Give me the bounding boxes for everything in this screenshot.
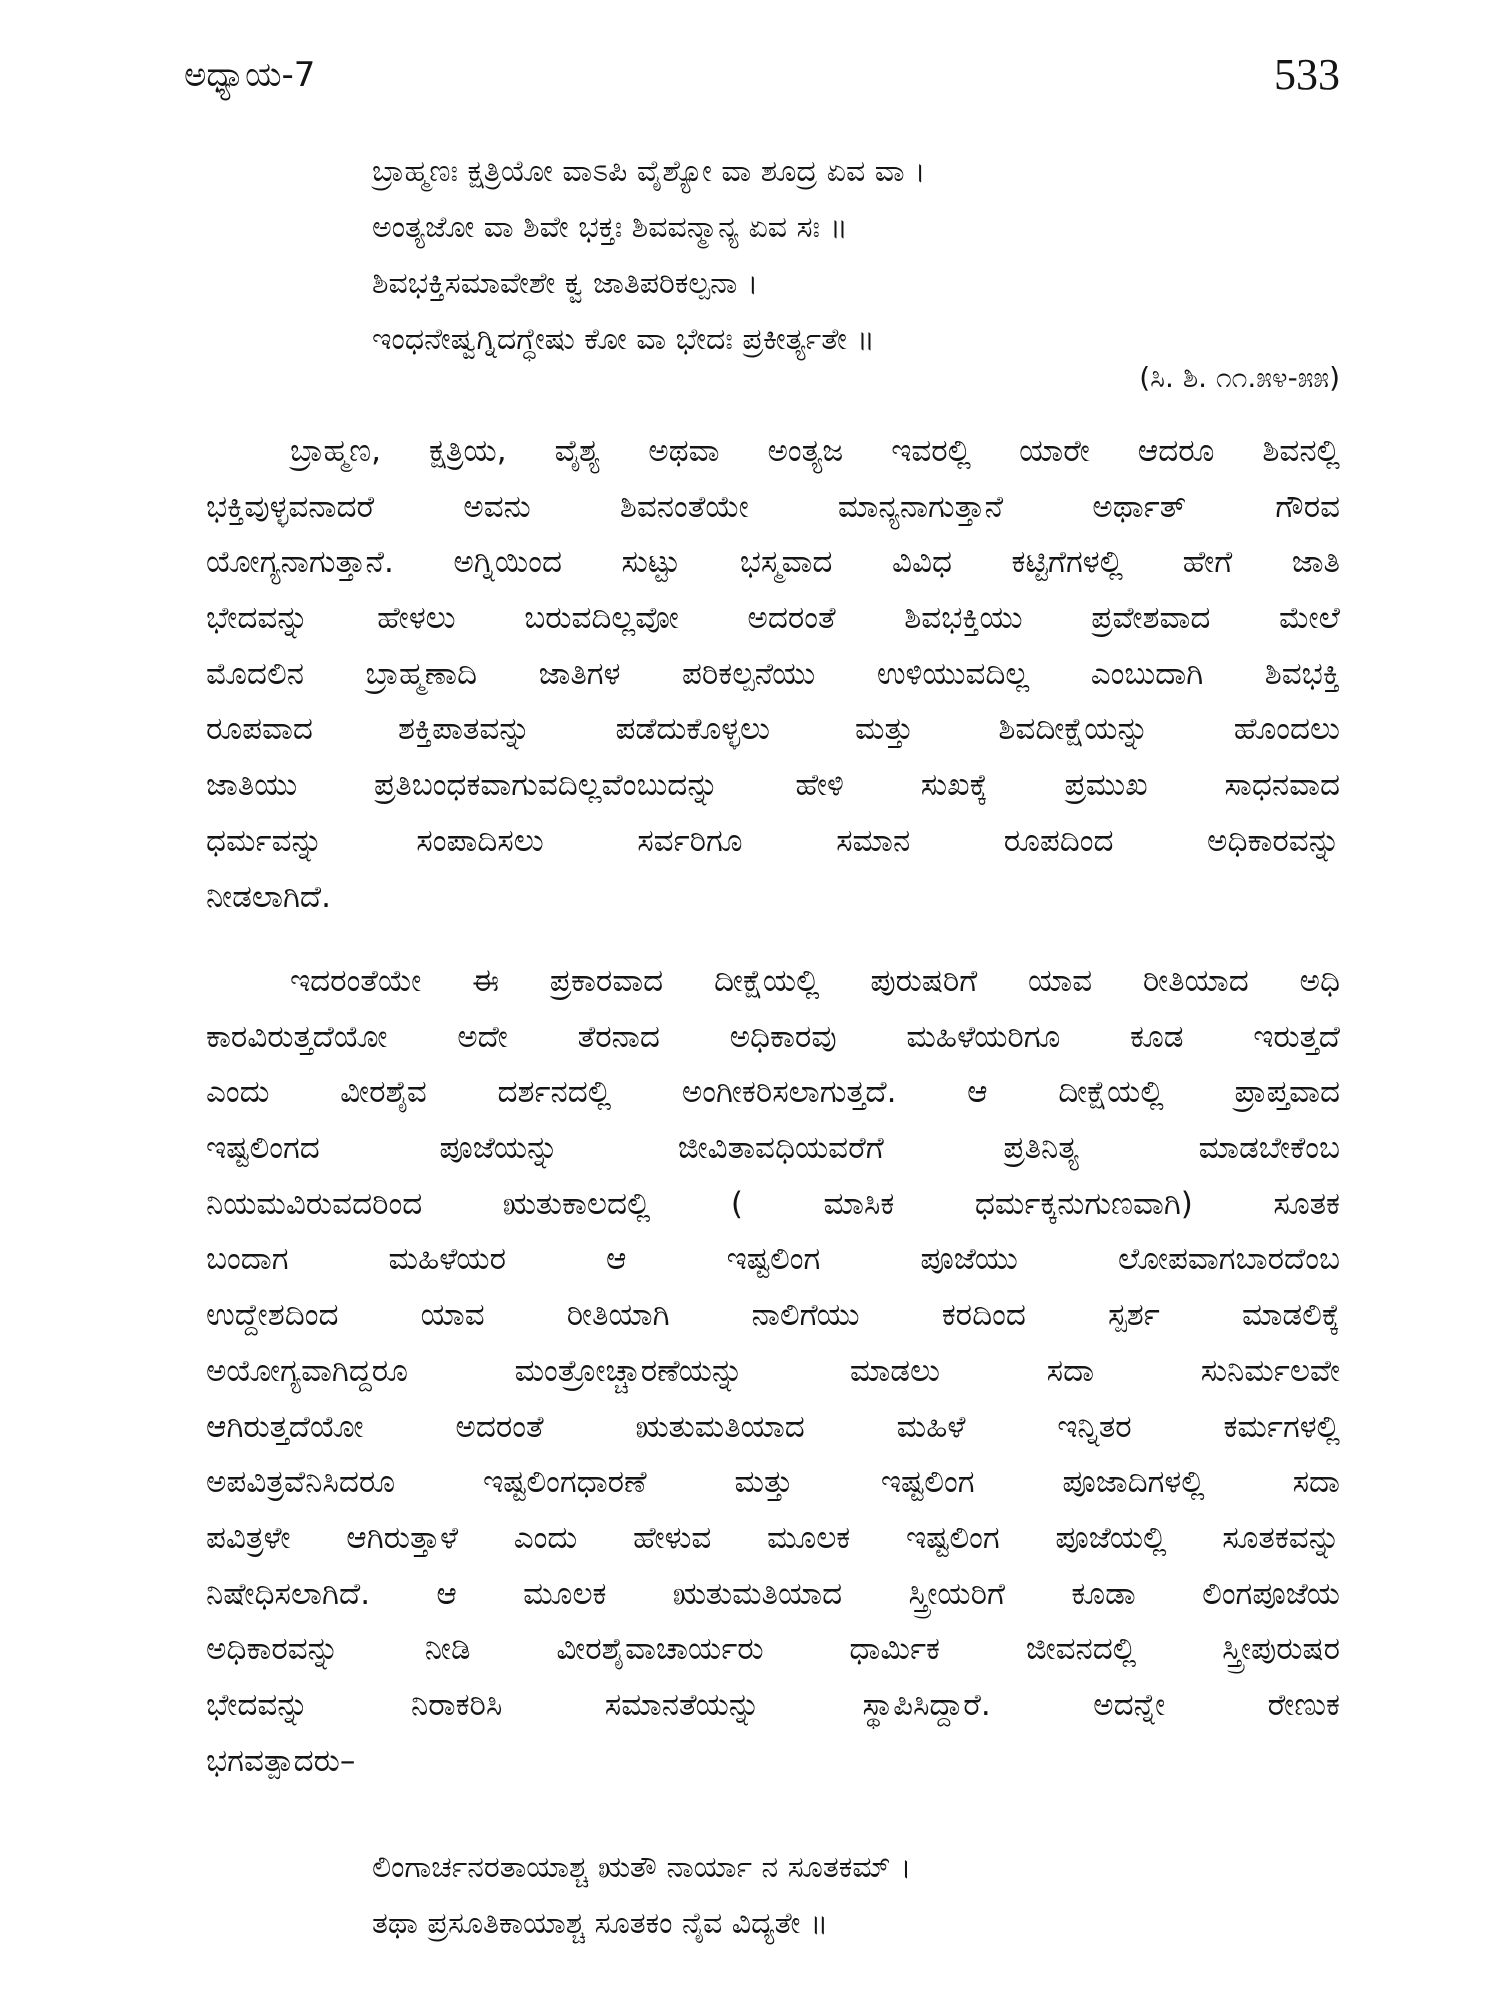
verse-line: ಅಂತ್ಯಜೋ ವಾ ಶಿವೇ ಭಕ್ತಃ ಶಿವವನ್ಮಾನ್ಯ ಏವ ಸಃ ॥ xyxy=(372,210,848,245)
paragraph-line: ಪವಿತ್ರಳೇ ಆಗಿರುತ್ತಾಳೆ ಎಂದು ಹೇಳುವ ಮೂಲಕ ಇಷ್ಟಲಿಂಗ ಪೂಜೆಯಲ್ಲಿ ಸೂತಕವನ್ನು xyxy=(206,1519,1340,1556)
paragraph-line: ಆಗಿರುತ್ತದೆಯೋ ಅದರಂತೆ ಋತುಮತಿಯಾದ ಮಹಿಳೆ ಇನ್ನಿತರ ಕರ್ಮಗಳಲ್ಲಿ xyxy=(206,1408,1340,1445)
paragraph-line: ಯೋಗ್ಯನಾಗುತ್ತಾನೆ. ಅಗ್ನಿಯಿಂದ ಸುಟ್ಟು ಭಸ್ಮವಾದ ವಿವಿಧ ಕಟ್ಟಿಗೆಗಳಲ್ಲಿ ಹೇಗೆ ಜಾತಿ xyxy=(206,544,1340,581)
verse-line: ಶಿವಭಕ್ತಿಸಮಾವೇಶೇ ಕ್ವ ಜಾತಿಪರಿಕಲ್ಪನಾ । xyxy=(372,266,759,301)
paragraph-line: ನಿಷೇಧಿಸಲಾಗಿದೆ. ಆ ಮೂಲಕ ಋತುಮತಿಯಾದ ಸ್ತ್ರೀಯರಿಗೆ ಕೂಡಾ ಲಿಂಗಪೂಜೆಯ xyxy=(206,1575,1340,1612)
sanskrit-verse-top xyxy=(372,144,926,368)
paragraph-line: ಕಾರವಿರುತ್ತದೆಯೋ ಅದೇ ತೆರನಾದ ಅಧಿಕಾರವು ಮಹಿಳೆಯರಿಗೂ ಕೂಡ ಇರುತ್ತದೆ xyxy=(206,1018,1340,1055)
paragraph-line: ಎಂದು ವೀರಶೈವ ದರ್ಶನದಲ್ಲಿ ಅಂಗೀಕರಿಸಲಾಗುತ್ತದೆ. ಆ ದೀಕ್ಷೆಯಲ್ಲಿ ಪ್ರಾಪ್ತವಾದ xyxy=(206,1074,1340,1111)
paragraph-line: ನಿಯಮವಿರುವದರಿಂದ ಋತುಕಾಲದಲ್ಲಿ ( ಮಾಸಿಕ ಧರ್ಮಕ್ಕನುಗುಣವಾಗಿ) ಸೂತಕ xyxy=(206,1185,1340,1222)
paragraph-line: ಮೊದಲಿನ ಬ್ರಾಹ್ಮಣಾದಿ ಜಾತಿಗಳ ಪರಿಕಲ್ಪನೆಯು ಉಳಿಯುವದಿಲ್ಲ ಎಂಬುದಾಗಿ ಶಿವಭಕ್ತಿ xyxy=(206,655,1340,692)
paragraph-line: ಭೇದವನ್ನು ಹೇಳಲು ಬರುವದಿಲ್ಲವೋ ಅದರಂತೆ ಶಿವಭಕ್ತಿಯು ಪ್ರವೇಶವಾದ ಮೇಲೆ xyxy=(206,600,1340,637)
paragraph-line: ನೀಡಲಾಗಿದೆ. xyxy=(206,878,332,915)
paragraph-line: ಅಪವಿತ್ರವೆನಿಸಿದರೂ ಇಷ್ಟಲಿಂಗಧಾರಣೆ ಮತ್ತು ಇಷ್ಟಲಿಂಗ ಪೂಜಾದಿಗಳಲ್ಲಿ ಸದಾ xyxy=(206,1464,1340,1501)
page-number: 533 xyxy=(1274,50,1340,99)
verse-citation: (ಸಿ. ಶಿ. ೧೧.೫೪-೫೫) xyxy=(1139,361,1340,394)
paragraph-2 xyxy=(206,954,1340,1789)
verse-line: ಲಿಂಗಾರ್ಚನರತಾಯಾಶ್ಚ ಋತೌ ನಾರ್ಯಾ ನ ಸೂತಕಮ್ । xyxy=(372,1850,912,1885)
sanskrit-verse-bottom xyxy=(372,1840,911,1952)
paragraph-line: ಭಕ್ತಿವುಳ್ಳವನಾದರೆ ಅವನು ಶಿವನಂತೆಯೇ ಮಾನ್ಯನಾಗುತ್ತಾನೆ ಅರ್ಥಾತ್ ಗೌರವ xyxy=(206,488,1340,525)
chapter-heading: ಅಧ್ಯಾಯ-7 xyxy=(184,55,316,95)
verse-line: ಇಂಧನೇಷ್ವಗ್ನಿದಗ್ಧೇಷು ಕೋ ವಾ ಭೇದಃ ಪ್ರಕೀರ್ತ್ಯತೇ ॥ xyxy=(372,322,875,357)
paragraph-line: ಬ್ರಾಹ್ಮಣ, ಕ್ಷತ್ರಿಯ, ವೈಶ್ಯ ಅಥವಾ ಅಂತ್ಯಜ ಇವರಲ್ಲಿ ಯಾರೇ ಆದರೂ ಶಿವನಲ್ಲಿ xyxy=(290,433,1340,469)
paragraph-line: ಅಯೋಗ್ಯವಾಗಿದ್ದರೂ ಮಂತ್ರೋಚ್ಚಾರಣೆಯನ್ನು ಮಾಡಲು ಸದಾ ಸುನಿರ್ಮಲವೇ xyxy=(206,1352,1340,1389)
paragraph-line: ಉದ್ದೇಶದಿಂದ ಯಾವ ರೀತಿಯಾಗಿ ನಾಲಿಗೆಯು ಕರದಿಂದ ಸ್ಪರ್ಶ ಮಾಡಲಿಕ್ಕೆ xyxy=(206,1297,1340,1334)
paragraph-line: ಬಂದಾಗ ಮಹಿಳೆಯರ ಆ ಇಷ್ಟಲಿಂಗ ಪೂಜೆಯು ಲೋಪವಾಗಬಾರದೆಂಬ xyxy=(206,1241,1340,1278)
paragraph-line: ಇದರಂತೆಯೇ ಈ ಪ್ರಕಾರವಾದ ದೀಕ್ಷೆಯಲ್ಲಿ ಪುರುಷರಿಗೆ ಯಾವ ರೀತಿಯಾದ ಅಧಿ xyxy=(290,963,1340,999)
paragraph-line: ರೂಪವಾದ ಶಕ್ತಿಪಾತವನ್ನು ಪಡೆದುಕೊಳ್ಳಲು ಮತ್ತು ಶಿವದೀಕ್ಷೆಯನ್ನು ಹೊಂದಲು xyxy=(206,711,1340,748)
paragraph-line: ಇಷ್ಟಲಿಂಗದ ಪೂಜೆಯನ್ನು ಜೀವಿತಾವಧಿಯವರೆಗೆ ಪ್ರತಿನಿತ್ಯ ಮಾಡಬೇಕೆಂಬ xyxy=(206,1130,1340,1167)
verse-line: ತಥಾ ಪ್ರಸೂತಿಕಾಯಾಶ್ಚ ಸೂತಕಂ ನೈವ ವಿದ್ಯತೇ ॥ xyxy=(372,1906,829,1941)
paragraph-1 xyxy=(206,424,1340,925)
paragraph-line: ಜಾತಿಯು ಪ್ರತಿಬಂಧಕವಾಗುವದಿಲ್ಲವೆಂಬುದನ್ನು ಹೇಳಿ ಸುಖಕ್ಕೆ ಪ್ರಮುಖ ಸಾಧನವಾದ xyxy=(206,767,1340,804)
paragraph-line: ಭೇದವನ್ನು ನಿರಾಕರಿಸಿ ಸಮಾನತೆಯನ್ನು ಸ್ಥಾಪಿಸಿದ್ದಾರೆ. ಅದನ್ನೇ ರೇಣುಕ xyxy=(206,1686,1340,1723)
paragraph-line: ಭಗವತ್ಪಾದರು– xyxy=(206,1742,356,1779)
verse-line: ಬ್ರಾಹ್ಮಣಃ ಕ್ಷತ್ರಿಯೋ ವಾಽಪಿ ವೈಶ್ಯೋ ವಾ ಶೂದ್ರ ಏವ ವಾ । xyxy=(372,154,926,189)
paragraph-line: ಅಧಿಕಾರವನ್ನು ನೀಡಿ ವೀರಶೈವಾಚಾರ್ಯರು ಧಾರ್ಮಿಕ ಜೀವನದಲ್ಲಿ ಸ್ತ್ರೀಪುರುಷರ xyxy=(206,1631,1340,1668)
paragraph-line: ಧರ್ಮವನ್ನು ಸಂಪಾದಿಸಲು ಸರ್ವರಿಗೂ ಸಮಾನ ರೂಪದಿಂದ ಅಧಿಕಾರವನ್ನು xyxy=(206,822,1340,859)
